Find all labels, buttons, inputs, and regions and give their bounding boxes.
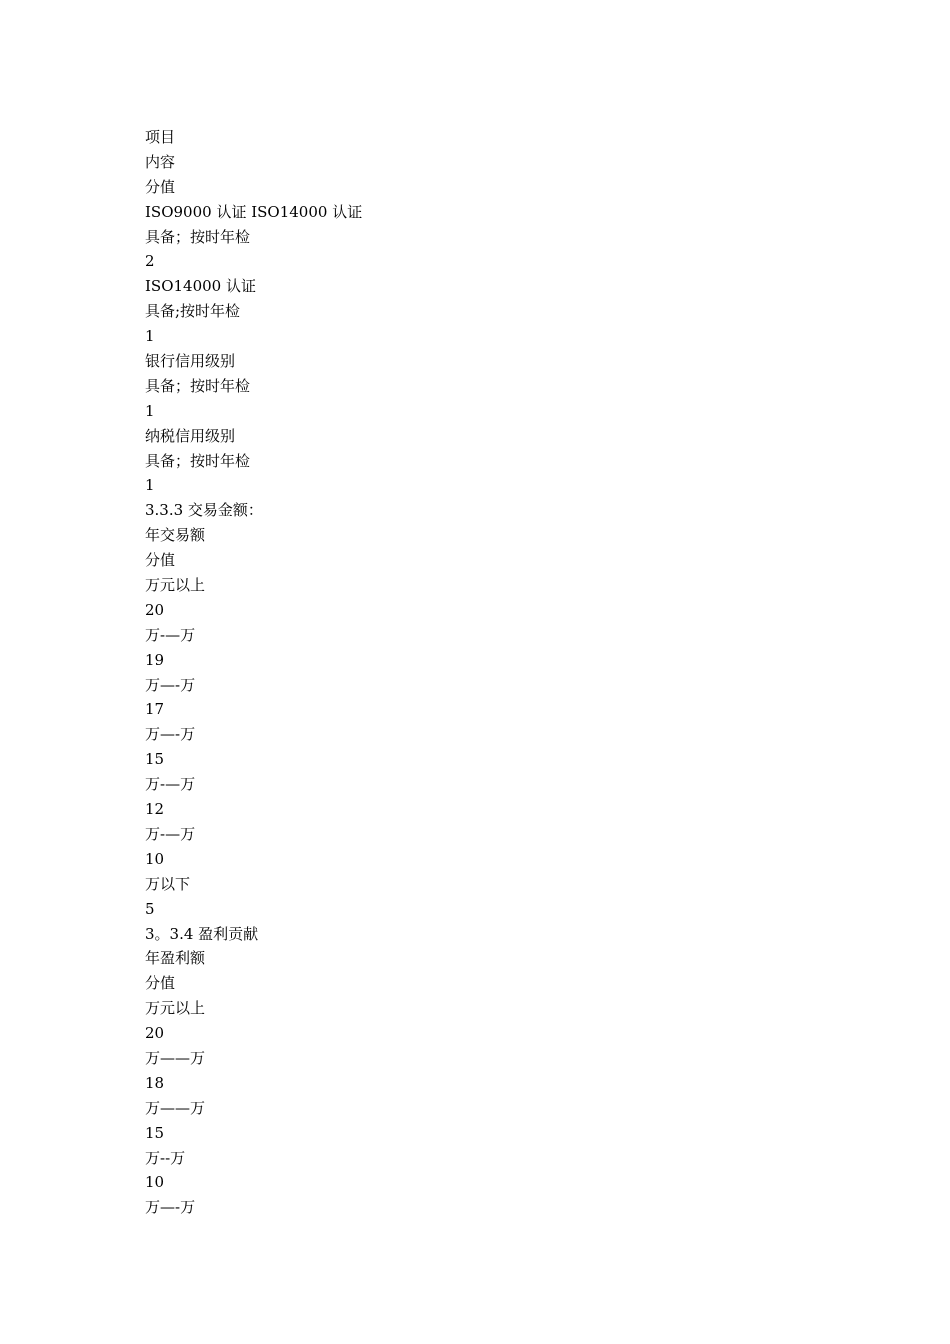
text-line: 具备；按时年检 [145, 227, 251, 246]
text-line: 20 [145, 600, 165, 619]
text-line: 1 [145, 401, 155, 420]
text-line: 2 [145, 252, 155, 271]
text-line: 分值 [145, 974, 176, 993]
text-line: 12 [145, 800, 165, 819]
text-line: 15 [145, 1123, 165, 1142]
text-line: 万-—万 [145, 824, 196, 843]
text-line: 具备;按时年检 [145, 302, 241, 321]
text-line: 18 [145, 1073, 165, 1092]
text-line: 万—-万 [145, 725, 196, 744]
text-line: 19 [145, 650, 165, 669]
text-line: 15 [145, 750, 165, 769]
text-line: 具备；按时年检 [145, 451, 251, 470]
text-line: 10 [145, 849, 165, 868]
text-line: ISO14000 认证 [145, 277, 256, 296]
text-line: 银行信用级别 [145, 352, 236, 371]
text-line: 1 [145, 327, 155, 346]
text-line: 万—-万 [145, 1198, 196, 1217]
text-line: 具备；按时年检 [145, 376, 251, 395]
document-body [145, 125, 362, 1220]
text-line: 项目 [145, 128, 176, 146]
text-line: ISO9000 认证 ISO14000 认证 [145, 202, 363, 221]
text-line: 1 [145, 476, 155, 495]
text-line: 万-—万 [145, 625, 196, 644]
text-line: 3.3.3 交易金额： [145, 501, 263, 520]
text-line: 20 [145, 1024, 165, 1043]
text-line: 万——万 [145, 1048, 206, 1067]
text-line: 纳税信用级别 [145, 426, 236, 445]
text-line: 万元以上 [145, 576, 206, 595]
text-line: 万--万 [145, 1148, 186, 1167]
text-line: 分值 [145, 177, 176, 196]
text-line: 3。3.4 盈利贡献 [145, 924, 259, 943]
text-line: 5 [145, 899, 155, 918]
text-line: 10 [145, 1173, 165, 1192]
text-line: 17 [145, 700, 165, 719]
text-line: 年交易额 [145, 526, 206, 545]
text-line: 万-—万 [145, 775, 196, 794]
text-line: 万元以上 [145, 999, 206, 1018]
text-line: 万—-万 [145, 675, 196, 694]
text-line: 内容 [145, 152, 176, 171]
text-line: 万——万 [145, 1098, 206, 1117]
text-line: 年盈利额 [145, 949, 206, 968]
text-line: 分值 [145, 551, 176, 570]
text-line: 万以下 [145, 874, 191, 893]
